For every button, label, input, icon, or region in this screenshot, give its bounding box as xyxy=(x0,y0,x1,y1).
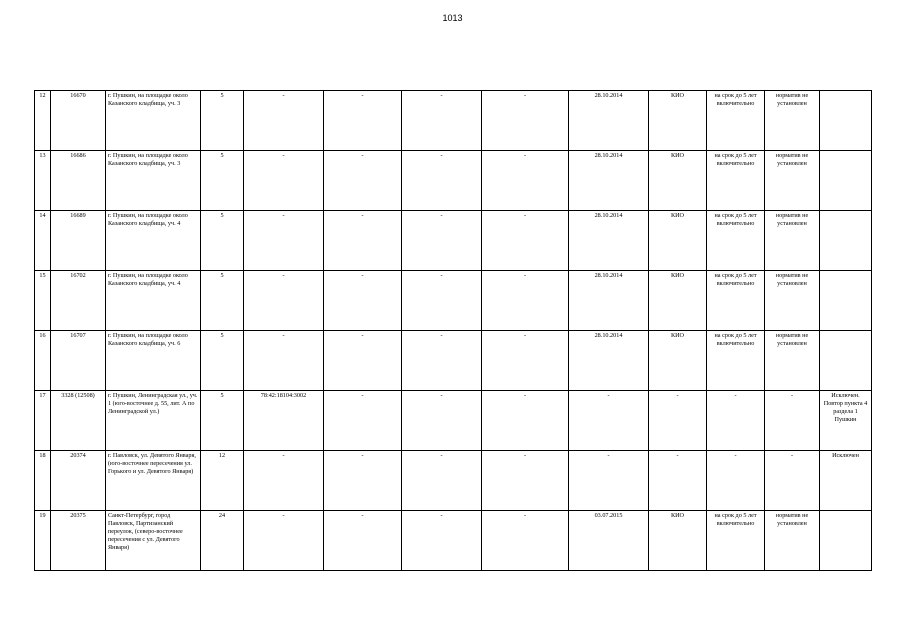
cell-date: 28.10.2014 xyxy=(569,331,649,391)
cell-column-7: - xyxy=(402,151,482,211)
cell-column-7: - xyxy=(402,331,482,391)
cell-area: 5 xyxy=(201,391,244,451)
cell-note xyxy=(820,151,872,211)
cell-address: г. Пушкин, на площадке около Казанского кладбища, уч. 4 xyxy=(106,271,201,331)
cell-norm: - xyxy=(765,391,820,451)
cell-column-6: - xyxy=(324,91,402,151)
cell-cadastral-number: - xyxy=(244,451,324,511)
cell-term: на срок до 5 лет включительно xyxy=(707,151,765,211)
cell-area: 12 xyxy=(201,451,244,511)
cell-note xyxy=(820,511,872,571)
cell-organization: КИО xyxy=(649,91,707,151)
registry-table xyxy=(34,90,872,571)
cell-organization: - xyxy=(649,451,707,511)
cell-norm: норматив не установлен xyxy=(765,271,820,331)
cell-row-number: 18 xyxy=(35,451,51,511)
cell-area: 5 xyxy=(201,211,244,271)
cell-cadastral-number: - xyxy=(244,331,324,391)
cell-area: 24 xyxy=(201,511,244,571)
table-row xyxy=(35,391,872,451)
cell-organization: КИО xyxy=(649,151,707,211)
table-row xyxy=(35,151,872,211)
cell-cadastral-number: - xyxy=(244,211,324,271)
cell-date: 03.07.2015 xyxy=(569,511,649,571)
cell-row-number: 14 xyxy=(35,211,51,271)
cell-term: на срок до 5 лет включительно xyxy=(707,211,765,271)
cell-row-number: 16 xyxy=(35,331,51,391)
cell-cadastral-number: - xyxy=(244,511,324,571)
cell-date: - xyxy=(569,391,649,451)
cell-address: г. Пушкин, на площадке около Казанского кладбища, уч. 4 xyxy=(106,211,201,271)
cell-object-code: 20374 xyxy=(51,451,106,511)
cell-norm: норматив не установлен xyxy=(765,511,820,571)
cell-column-7: - xyxy=(402,91,482,151)
cell-address: г. Пушкин, на площадке около Казанского кладбища, уч. 6 xyxy=(106,331,201,391)
cell-column-7: - xyxy=(402,211,482,271)
cell-cadastral-number: - xyxy=(244,151,324,211)
cell-address: Санкт-Петербург, город Павловск, Партизанский переулок, (северо-восточнее пересечения с ул. Девятого Января) xyxy=(106,511,201,571)
cell-object-code: 3328 (12508) xyxy=(51,391,106,451)
cell-term: на срок до 5 лет включительно xyxy=(707,511,765,571)
cell-object-code: 16689 xyxy=(51,211,106,271)
cell-cadastral-number: 78:42:18104:3002 xyxy=(244,391,324,451)
table-row xyxy=(35,511,872,571)
cell-date: 28.10.2014 xyxy=(569,91,649,151)
cell-object-code: 16686 xyxy=(51,151,106,211)
table-row xyxy=(35,211,872,271)
cell-note: Исключен xyxy=(820,451,872,511)
cell-cadastral-number: - xyxy=(244,91,324,151)
cell-address: г. Пушкин, Ленинградская ул., уч. 1 (юго-восточнее д. 55, лит. А по Ленинградской ул.) xyxy=(106,391,201,451)
cell-column-7: - xyxy=(402,391,482,451)
cell-column-6: - xyxy=(324,271,402,331)
table-row xyxy=(35,331,872,391)
cell-date: 28.10.2014 xyxy=(569,211,649,271)
cell-column-7: - xyxy=(402,451,482,511)
cell-area: 5 xyxy=(201,91,244,151)
cell-column-8: - xyxy=(482,211,569,271)
cell-address: г. Павловск, ул. Девятого Января, (юго-восточнее пересечения ул. Горького и ул. Девятого Января) xyxy=(106,451,201,511)
cell-organization: КИО xyxy=(649,211,707,271)
cell-area: 5 xyxy=(201,331,244,391)
cell-note xyxy=(820,211,872,271)
cell-column-6: - xyxy=(324,331,402,391)
table-row xyxy=(35,451,872,511)
cell-row-number: 17 xyxy=(35,391,51,451)
cell-column-6: - xyxy=(324,211,402,271)
cell-note xyxy=(820,91,872,151)
cell-column-8: - xyxy=(482,151,569,211)
cell-column-8: - xyxy=(482,451,569,511)
cell-organization: КИО xyxy=(649,331,707,391)
cell-column-8: - xyxy=(482,391,569,451)
cell-norm: норматив не установлен xyxy=(765,91,820,151)
cell-column-8: - xyxy=(482,511,569,571)
cell-column-7: - xyxy=(402,511,482,571)
cell-row-number: 12 xyxy=(35,91,51,151)
table-row xyxy=(35,91,872,151)
cell-object-code: 16702 xyxy=(51,271,106,331)
cell-row-number: 19 xyxy=(35,511,51,571)
cell-row-number: 15 xyxy=(35,271,51,331)
cell-column-8: - xyxy=(482,91,569,151)
cell-norm: - xyxy=(765,451,820,511)
cell-row-number: 13 xyxy=(35,151,51,211)
cell-object-code: 20375 xyxy=(51,511,106,571)
cell-date: - xyxy=(569,451,649,511)
page-number: 1013 xyxy=(442,13,463,23)
cell-area: 5 xyxy=(201,151,244,211)
cell-norm: норматив не установлен xyxy=(765,151,820,211)
cell-note xyxy=(820,331,872,391)
cell-term: - xyxy=(707,391,765,451)
cell-column-8: - xyxy=(482,331,569,391)
registry-body xyxy=(35,91,872,571)
cell-note xyxy=(820,271,872,331)
cell-term: - xyxy=(707,451,765,511)
cell-column-7: - xyxy=(402,271,482,331)
cell-column-8: - xyxy=(482,271,569,331)
cell-organization: КИО xyxy=(649,511,707,571)
cell-object-code: 16707 xyxy=(51,331,106,391)
cell-column-6: - xyxy=(324,451,402,511)
cell-object-code: 16670 xyxy=(51,91,106,151)
cell-date: 28.10.2014 xyxy=(569,271,649,331)
cell-term: на срок до 5 лет включительно xyxy=(707,331,765,391)
cell-area: 5 xyxy=(201,271,244,331)
cell-address: г. Пушкин, на площадке около Казанского кладбища, уч. 3 xyxy=(106,151,201,211)
cell-norm: норматив не установлен xyxy=(765,211,820,271)
cell-column-6: - xyxy=(324,151,402,211)
cell-term: на срок до 5 лет включительно xyxy=(707,91,765,151)
cell-column-6: - xyxy=(324,511,402,571)
cell-address: г. Пушкин, на площадке около Казанского кладбища, уч. 3 xyxy=(106,91,201,151)
cell-date: 28.10.2014 xyxy=(569,151,649,211)
cell-column-6: - xyxy=(324,391,402,451)
cell-norm: норматив не установлен xyxy=(765,331,820,391)
cell-term: на срок до 5 лет включительно xyxy=(707,271,765,331)
table-row xyxy=(35,271,872,331)
cell-note: Исключен. Повтор пункта 4 раздела 1 Пушкин xyxy=(820,391,872,451)
cell-organization: КИО xyxy=(649,271,707,331)
cell-organization: - xyxy=(649,391,707,451)
cell-cadastral-number: - xyxy=(244,271,324,331)
